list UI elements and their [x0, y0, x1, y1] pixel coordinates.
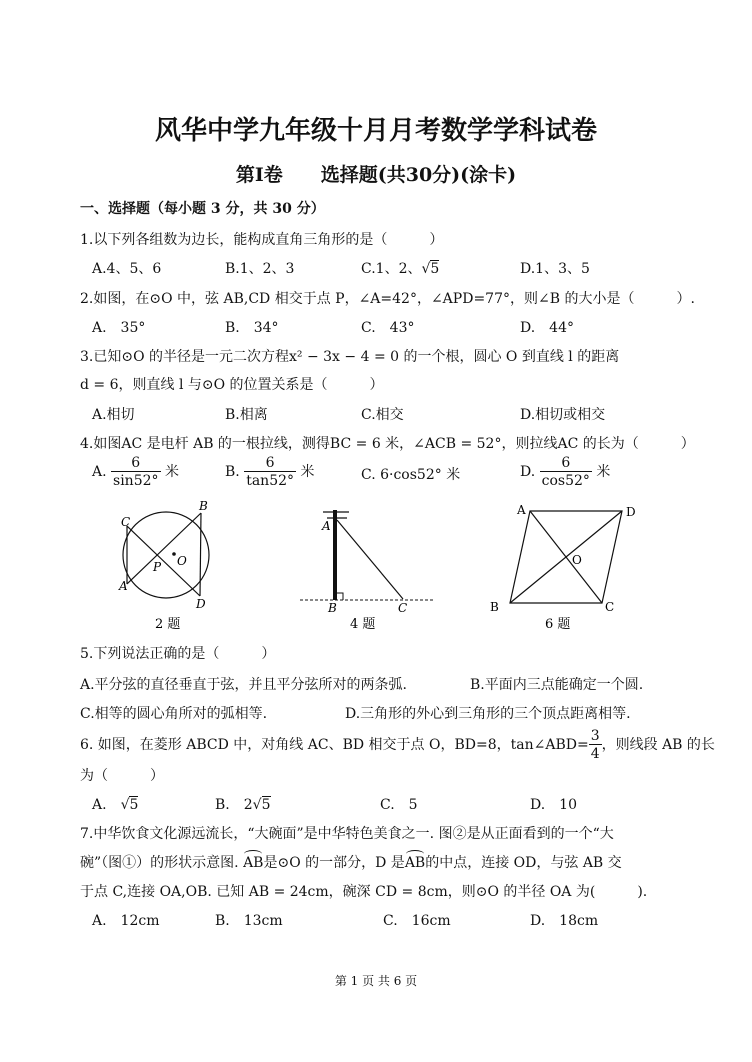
exam-title: 风华中学九年级十月月考数学学科试卷: [154, 116, 597, 146]
question-5-stem: 5.下列说法正确的是（ ）: [80, 646, 276, 662]
question-5-option-c: C.相等的圆心角所对的弧相等.: [80, 706, 268, 722]
fig6-label-a: A: [517, 503, 526, 517]
question-4-option-d: D. $\frac{6}{\cos 52^\circ}$ 米: [520, 455, 611, 489]
question-5-option-b: B.平面内三点能确定一个圆.: [470, 677, 644, 693]
question-3-option-a: A.相切: [92, 407, 135, 423]
question-1-option-c: C.1、2、√5: [361, 261, 440, 277]
question-2-option-b: B. 34°: [225, 320, 279, 336]
question-6-line-1: 6. 如图，在菱形 ABCD 中，对角线 AC、BD 相交于点 O，BD=8，tan∠ABD= $\frac{3}{4}$ ，则线段 AB 的长: [80, 728, 715, 762]
question-7-line-2: 碗”（图①）的形状示意图. AB是⊙O 的一部分，D 是AB的中点，连接 OD，与弦 AB 交: [80, 855, 622, 871]
question-4-option-b: B. $\frac{6}{\tan 52^\circ}$ 米: [225, 455, 315, 489]
question-7-option-c: C. 16cm: [383, 913, 451, 929]
fig4-label-a: A: [322, 519, 331, 533]
fig2-label-o: O: [177, 554, 187, 568]
section-heading: 一、选择题（每小题 3 分，共 30 分）: [80, 201, 325, 217]
question-2-option-c: C. 43°: [361, 320, 415, 336]
question-6-line-2: 为（ ）: [80, 768, 164, 784]
fig6-label-c: C: [605, 600, 615, 614]
figure-6-rhombus-diagram: [485, 496, 645, 636]
page-footer: 第 1 页 共 6 页: [334, 974, 418, 988]
question-4-option-c: C. 6·cos52° 米: [361, 467, 461, 483]
question-7-line-1: 7.中华饮食文化源远流长，“大碗面”是中华特色美食之一. 图②是从正面看到的一个“大: [80, 826, 614, 842]
fig2-label-a: A: [119, 579, 128, 593]
question-5-option-d: D.三角形的外心到三角形的三个顶点距离相等.: [345, 706, 631, 722]
question-1-option-a: A.4、5、6: [92, 261, 162, 277]
question-6-option-b: B. 2√5: [215, 797, 271, 813]
question-7-option-a: A. 12cm: [92, 913, 160, 929]
question-1-stem: 1.以下列各组数为边长，能构成直角三角形的是（ ）: [80, 232, 444, 248]
fig4-caption: 4 题: [350, 617, 376, 632]
question-3-option-d: D.相切或相交: [520, 407, 606, 423]
question-7-line-3: 于点 C,连接 OA,OB. 已知 AB = 24cm，碗深 CD = 8cm，则⊙O 的半径 OA 为( ).: [80, 884, 648, 900]
fig2-label-p: P: [153, 560, 162, 574]
question-5-option-a: A.平分弦的直径垂直于弦，并且平分弦所对的两条弧.: [80, 677, 408, 693]
question-1-option-b: B.1、2、3: [225, 261, 295, 277]
question-6-option-a: A. √5: [92, 797, 139, 813]
figure-4-pole-diagram: [295, 500, 440, 635]
fig2-label-c: C: [121, 515, 131, 529]
question-3-line-1: 3.已知⊙O 的半径是一元二次方程x² − 3x − 4 = 0 的一个根，圆心 O 到直线 l 的距离: [80, 349, 620, 365]
fig2-label-d: D: [196, 597, 206, 611]
fig2-caption: 2 题: [155, 617, 181, 632]
question-6-option-d: D. 10: [530, 797, 577, 813]
fig6-label-o: O: [572, 553, 582, 567]
question-3-option-b: B.相离: [225, 407, 268, 423]
fig2-label-b: B: [199, 499, 208, 513]
question-7-option-b: B. 13cm: [215, 913, 283, 929]
question-2-option-a: A. 35°: [92, 320, 146, 336]
figure-2-circle-diagram: [110, 495, 230, 635]
question-3-option-c: C.相交: [361, 407, 404, 423]
question-2-stem: 2.如图，在⊙O 中，弦 AB,CD 相交于点 P，∠A=42°，∠APD=77°，则∠B 的大小是（ ）.: [80, 291, 695, 307]
fig6-label-d: D: [626, 505, 636, 519]
fig6-label-b: B: [490, 600, 499, 614]
question-1-option-d: D.1、3、5: [520, 261, 590, 277]
question-4-option-a: A. $\frac{6}{\sin 52^\circ}$ 米: [92, 455, 179, 489]
question-6-option-c: C. 5: [380, 797, 418, 813]
fig4-label-b: B: [328, 601, 337, 615]
exam-subtitle: 第Ⅰ卷 选择题(共30分)(涂卡): [235, 164, 517, 186]
fig4-label-c: C: [398, 601, 408, 615]
fig6-caption: 6 题: [545, 617, 571, 632]
question-4-stem: 4.如图AC 是电杆 AB 的一根拉线，测得BC = 6 米，∠ACB = 52°，则拉线AC 的长为（ ）: [80, 436, 695, 452]
question-3-line-2: d = 6，则直线 l 与⊙O 的位置关系是（ ）: [80, 377, 384, 393]
question-2-option-d: D. 44°: [520, 320, 574, 336]
question-7-option-d: D. 18cm: [530, 913, 599, 929]
